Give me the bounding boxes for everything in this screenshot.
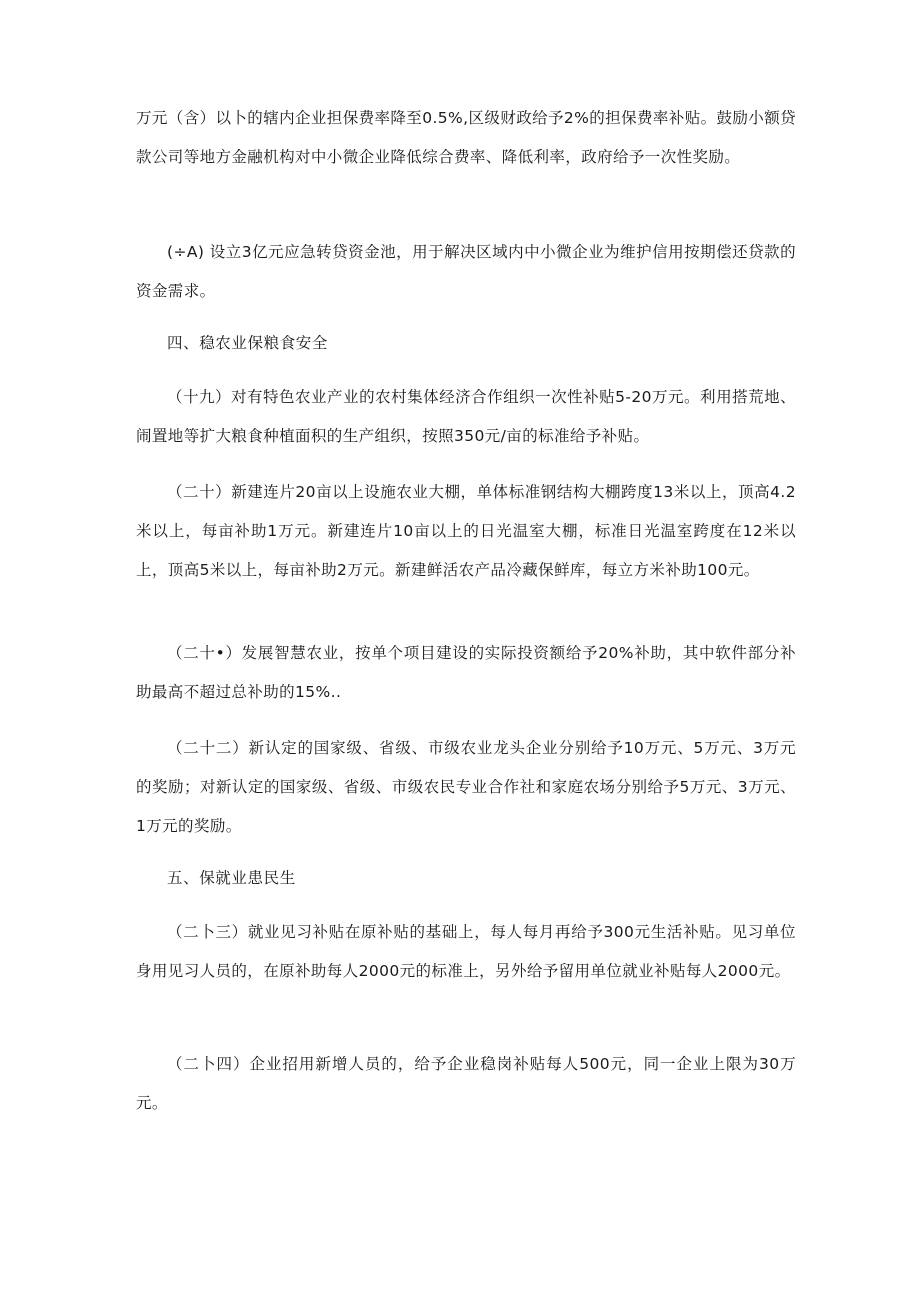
paragraph-item-18: (÷A) 设立3亿元应急转贷资金池，用于解决区域内中小微企业为维护信用按期偿还贷款的资金需求。 <box>136 243 796 300</box>
paragraph-item-23: （二卜三）就业见习补贴在原补贴的基础上，每人每月再给予300元生活补贴。见习单位身用见习人员的，在原补助每人2000元的标准上，另外给予留用单位就业补贴每人2000元。 <box>136 923 796 980</box>
section-heading-employment: 五、保就业患民生 <box>167 869 296 887</box>
section-heading-agriculture: 四、稳农业保粮食安全 <box>167 334 329 352</box>
paragraph-item-22: （二十二）新认定的国家级、省级、市级农业龙头企业分别给予10万元、5万元、3万元的奖励；对新认定的国家级、省级、市级农民专业合作社和家庭农场分别给予5万元、3万元、1万元的奖励。 <box>136 739 796 835</box>
paragraph-item-20: （二十）新建连片20亩以上设施农业大棚，单体标准钢结构大棚跨度13米以上，顶高4.2米以上，每亩补助1万元。新建连片10亩以上的日光温室大棚，标准日光温室跨度在12米以上，顶高5米以上，每亩补助2万元。新建鲜活农产品冷藏保鲜库，每立方米补助100元。 <box>136 483 796 579</box>
paragraph-item-24: （二卜四）企业招用新增人员的，给予企业稳岗补贴每人500元，同一企业上限为30万元。 <box>136 1055 796 1112</box>
paragraph-item-21: （二十•）发展智慧农业，按单个项目建设的实际投资额给予20%补助，其中软件部分补助最高不超过总补助的15%.. <box>136 644 796 701</box>
paragraph-guarantee-rate: 万元（含）以卜的辖内企业担保费率降至0.5%,区级财政给予2%的担保费率补贴。鼓励小额贷款公司等地方金融机构对中小微企业降低综合费率、降低利率，政府给予一次性奖励。 <box>136 109 796 166</box>
paragraph-item-19: （十九）对有特色农业产业的农村集体经济合作组织一次性补贴5-20万元。利用搭荒地、闹置地等扩大粮食种植面积的生产组织，按照350元/亩的标准给予补贴。 <box>136 388 796 445</box>
